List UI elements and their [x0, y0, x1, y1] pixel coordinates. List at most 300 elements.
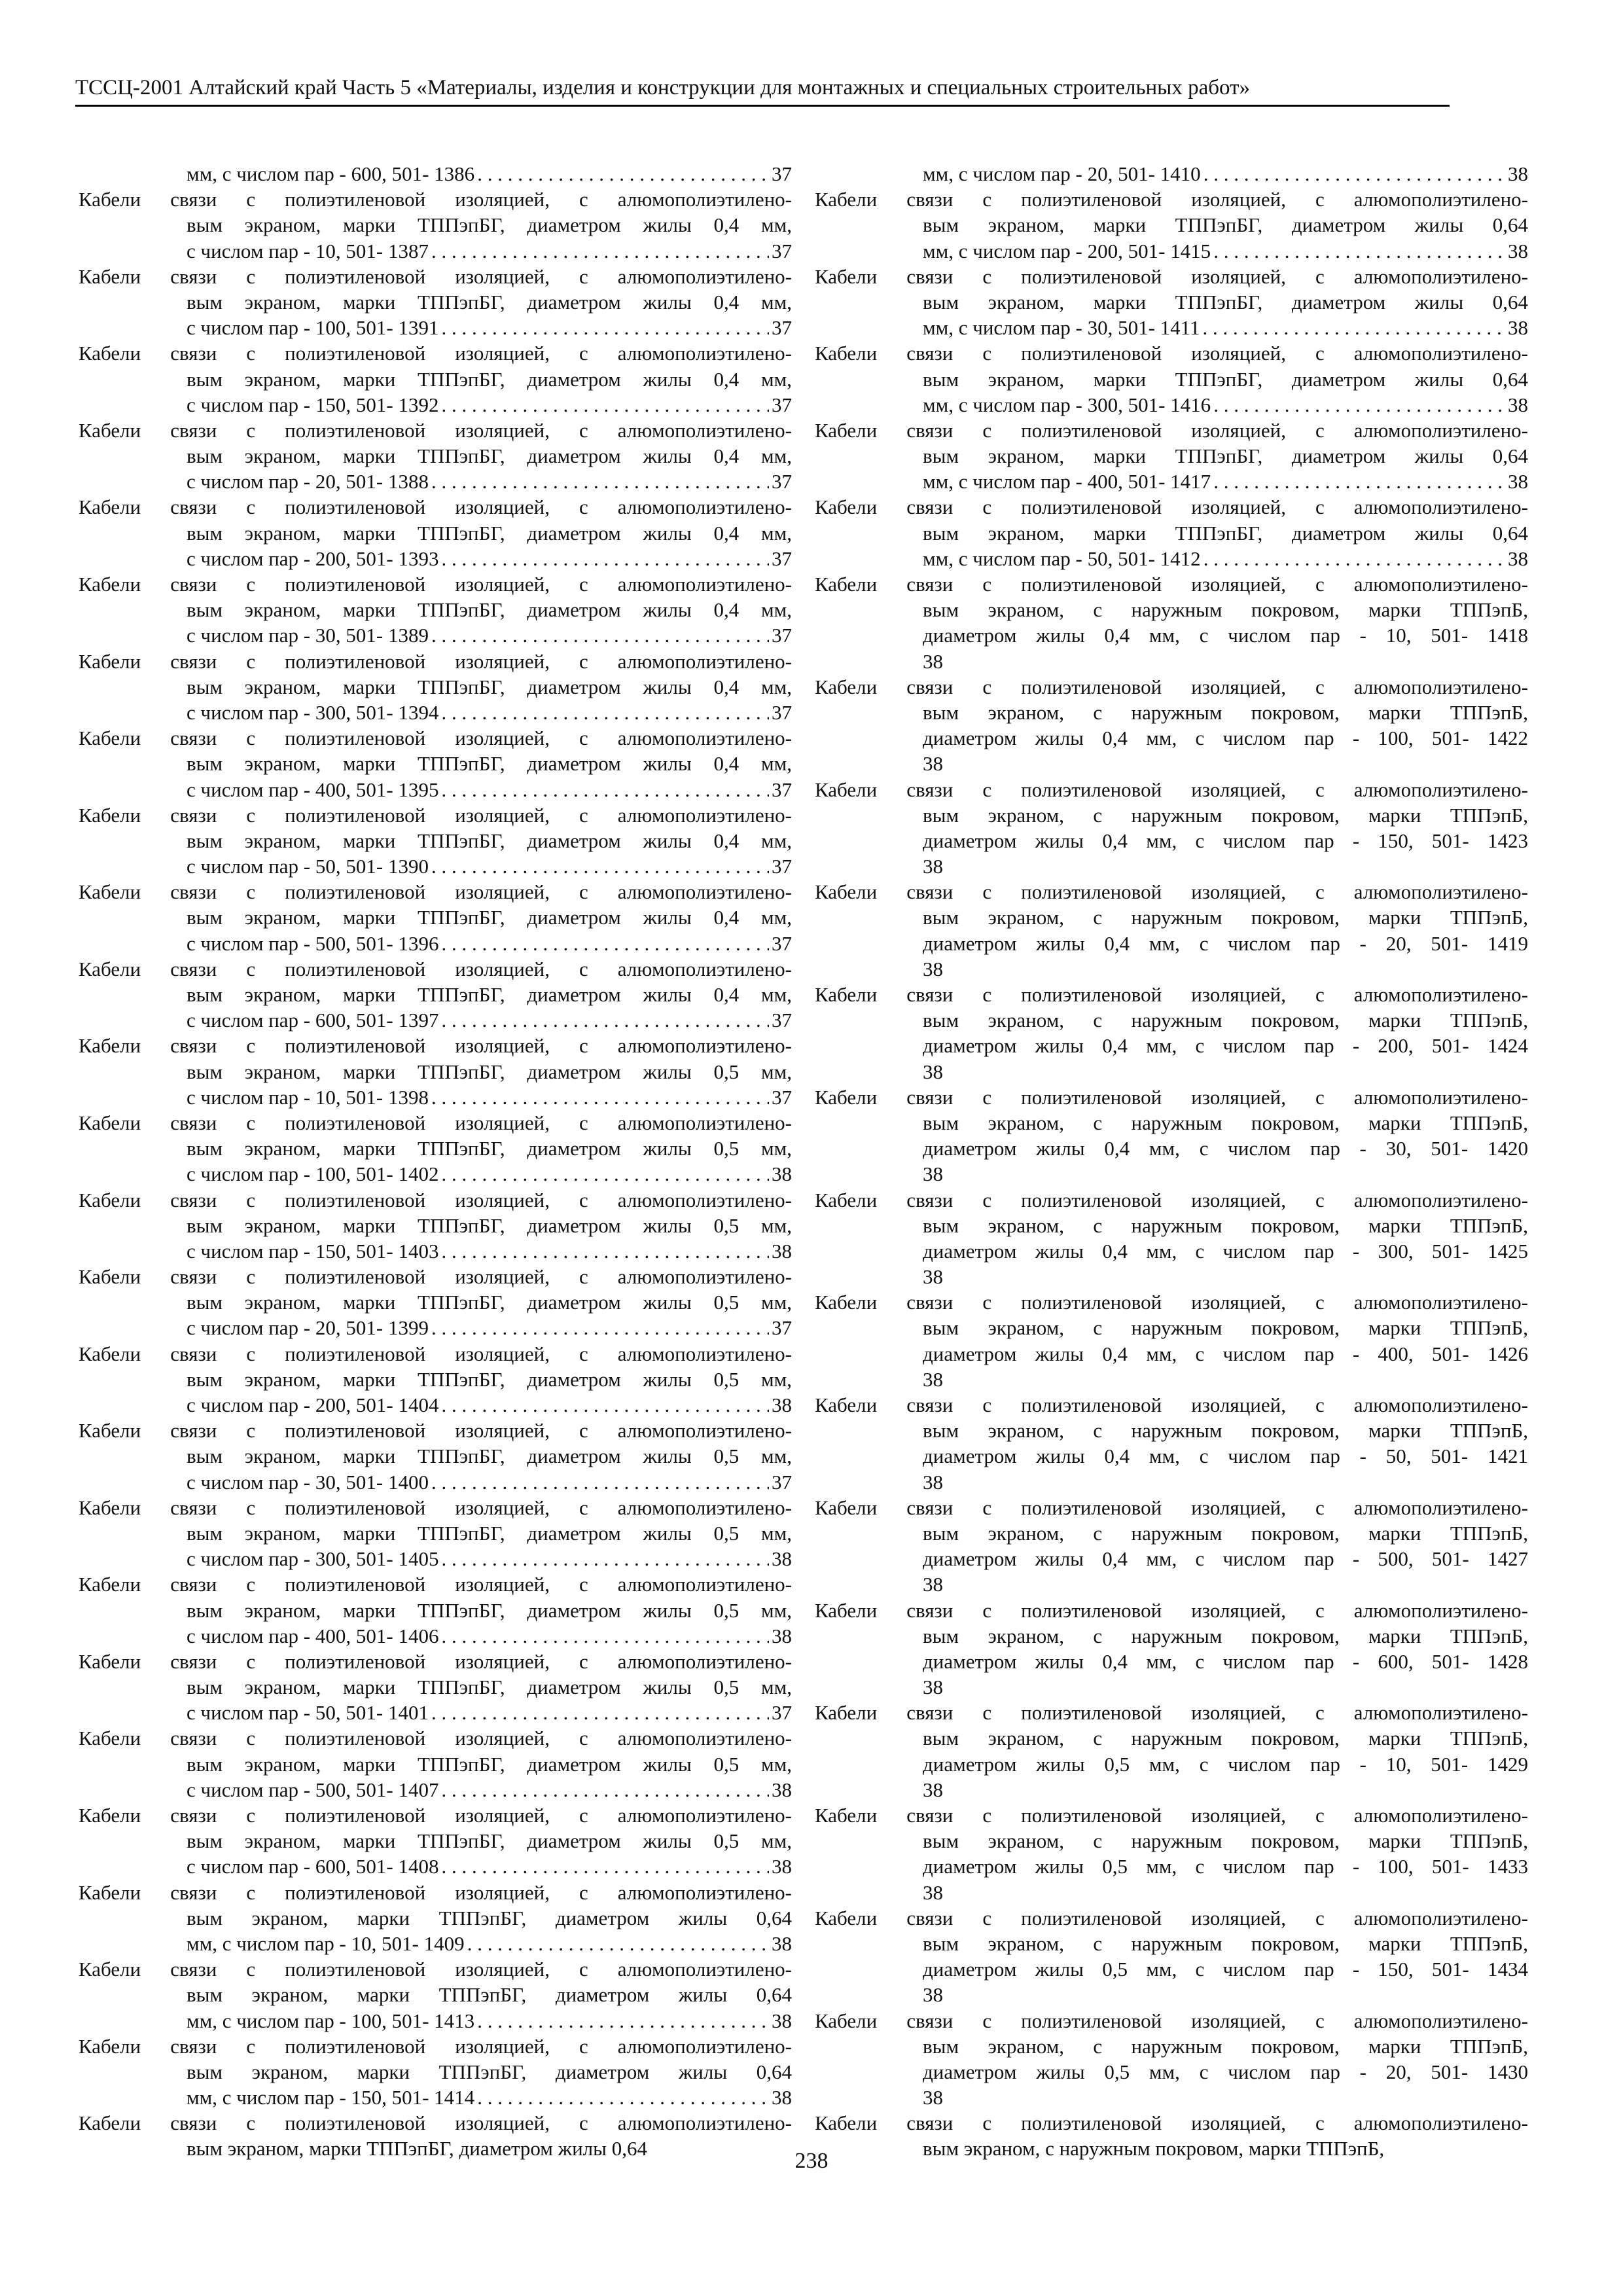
entry-line [79, 828, 792, 853]
entry-line [79, 264, 792, 289]
entry-text: вым экраном, с наружным покровом, марки ТППэпБ, [923, 1419, 1528, 1443]
entry-page-ref: 37 [772, 855, 792, 878]
entry-line-final [815, 1777, 1528, 1803]
entry-line [79, 956, 792, 982]
entry-line [815, 1315, 1528, 1340]
entry-line-final [79, 2085, 792, 2110]
entry-text: Кабели связи с полиэтиленовой изоляцией, с алюмополиэтилено- [815, 1085, 1528, 1109]
entry-line [79, 2059, 792, 2085]
dot-leader [1204, 546, 1505, 571]
entry-text: Кабели связи с полиэтиленовой изоляцией, с алюмополиэтилено- [815, 1393, 1528, 1416]
entry-text: Кабели связи с полиэтиленовой изоляцией, с алюмополиэтилено- [79, 1265, 792, 1289]
index-entry [79, 1341, 792, 1418]
entry-line [815, 187, 1528, 212]
entry-text: Кабели связи с полиэтиленовой изоляцией, с алюмополиэтилено- [79, 1342, 792, 1365]
entry-page-ref: 38 [923, 1367, 943, 1391]
dot-leader [441, 1777, 769, 1803]
entry-text: Кабели связи с полиэтиленовой изоляцией, с алюмополиэтилено- [79, 1419, 792, 1443]
entry-text: вым экраном, с наружным покровом, марки ТППэпБ, [923, 598, 1528, 622]
entry-line [79, 1956, 792, 1982]
entry-text: Кабели связи с полиэтиленовой изоляцией, с алюмополиэтилено- [79, 418, 792, 442]
entry-text: Кабели связи с полиэтиленовой изоляцией, с алюмополиэтилено- [79, 342, 792, 365]
entry-page-ref: 38 [1508, 547, 1528, 570]
index-entry [79, 1725, 792, 1803]
index-entry [79, 1649, 792, 1726]
entry-line [79, 1187, 792, 1213]
dot-leader [431, 1085, 769, 1110]
entry-line [815, 1725, 1528, 1751]
entry-text: диаметром жилы 0,5 мм, с числом пар - 150, 501- 1434 [923, 1958, 1528, 1981]
entry-page-ref: 37 [772, 1701, 792, 1725]
index-column-left [79, 161, 792, 2162]
entry-line [79, 1495, 792, 1520]
entry-line-final [79, 1623, 792, 1649]
entry-text: мм, с числом пар - 150, 501- 1414 [187, 2086, 475, 2109]
entry-text: Кабели связи с полиэтиленовой изоляцией, с алюмополиэтилено- [79, 1188, 792, 1211]
entry-line [815, 931, 1528, 956]
entry-text: вым экраном, марки ТППэпБГ, диаметром жилы 0,5 мм, [187, 1676, 792, 1699]
entry-line [815, 1187, 1528, 1213]
entry-line [79, 187, 792, 212]
entry-line [815, 828, 1528, 853]
dot-leader [441, 1546, 769, 1571]
entry-line-final [79, 622, 792, 648]
index-entry [79, 418, 792, 495]
entry-text: с числом пар - 600, 501- 1408 [187, 1855, 439, 1878]
entry-line [79, 1880, 792, 1905]
entry-line [79, 1110, 792, 1136]
entry-text: вым экраном, марки ТППэпБГ, диаметром жилы 0,5 мм, [187, 1213, 792, 1237]
entry-line-final [815, 1161, 1528, 1187]
index-column-right [815, 161, 1528, 2162]
entry-text: Кабели связи с полиэтиленовой изоляцией, с алюмополиэтилено- [815, 983, 1528, 1006]
entry-line-final [79, 315, 792, 340]
entry-page-ref: 38 [1508, 393, 1528, 416]
entry-line [815, 418, 1528, 443]
entry-text: мм, с числом пар - 400, 501- 1417 [923, 470, 1211, 493]
entry-text: Кабели связи с полиэтиленовой изоляцией, с алюмополиэтилено- [815, 418, 1528, 442]
index-entry [79, 494, 792, 571]
entry-page-ref: 38 [1508, 162, 1528, 185]
dot-leader [441, 1392, 769, 1418]
dot-leader [1213, 238, 1505, 264]
entry-line-final [79, 931, 792, 956]
entry-line [79, 1136, 792, 1161]
entry-line [815, 571, 1528, 597]
entry-line [815, 1392, 1528, 1418]
entry-page-ref: 37 [772, 1009, 792, 1032]
index-entry [815, 187, 1528, 264]
entry-page-ref: 38 [923, 649, 943, 673]
entry-page-ref: 37 [772, 393, 792, 416]
entry-text: Кабели связи с полиэтиленовой изоляцией, с алюмополиэтилено- [79, 880, 792, 904]
index-entry [79, 1264, 792, 1341]
entry-text: Кабели связи с полиэтиленовой изоляцией, с алюмополиэтилено- [815, 1906, 1528, 1929]
entry-text: мм, с числом пар - 100, 501- 1413 [187, 2009, 475, 2032]
entry-text: вым экраном, марки ТППэпБГ, диаметром жилы 0,4 мм, [187, 521, 792, 545]
entry-text: Кабели связи с полиэтиленовой изоляцией, с алюмополиэтилено- [79, 803, 792, 827]
entry-line [79, 1598, 792, 1623]
entry-line [815, 879, 1528, 905]
entry-line [79, 674, 792, 700]
entry-text: вым экраном, марки ТППэпБГ, диаметром жилы 0,5 мм, [187, 1060, 792, 1083]
entry-text: с числом пар - 300, 501- 1394 [187, 700, 439, 724]
entry-line-final [79, 700, 792, 725]
entry-line [79, 1059, 792, 1085]
entry-line-final [79, 1931, 792, 1956]
entry-line [815, 700, 1528, 725]
entry-text: вым экраном, марки ТППэпБГ, диаметром жилы 0,5 мм, [187, 1367, 792, 1391]
dot-leader [431, 1469, 769, 1495]
entry-line-final [79, 1469, 792, 1495]
entry-page-ref: 37 [772, 1085, 792, 1109]
entry-text: с числом пар - 10, 501- 1387 [187, 239, 429, 262]
entry-line [815, 1598, 1528, 1623]
index-entry [79, 264, 792, 341]
entry-page-ref: 38 [923, 752, 943, 776]
entry-line-final [79, 1854, 792, 1879]
entry-line [79, 1751, 792, 1777]
entry-text: Кабели связи с полиэтиленовой изоляцией, с алюмополиэтилено- [79, 649, 792, 673]
entry-text: с числом пар - 100, 501- 1391 [187, 316, 439, 340]
dot-leader [477, 161, 769, 187]
entry-text: с числом пар - 150, 501- 1392 [187, 393, 439, 416]
entry-line [815, 1136, 1528, 1161]
entry-line-final [79, 1085, 792, 1110]
dot-leader [431, 853, 769, 879]
entry-page-ref: 38 [923, 1162, 943, 1186]
entry-text: с числом пар - 200, 501- 1404 [187, 1393, 439, 1416]
entry-text: диаметром жилы 0,4 мм, с числом пар - 100, 501- 1422 [923, 726, 1528, 750]
entry-text: вым экраном, марки ТППэпБГ, диаметром жилы 0,4 мм, [187, 829, 792, 852]
dot-leader [431, 1315, 769, 1340]
entry-line [815, 777, 1528, 802]
entry-text: мм, с числом пар - 600, 501- 1386 [187, 162, 475, 185]
entry-text: вым экраном, с наружным покровом, марки ТППэпБ, [923, 2034, 1528, 2058]
entry-line [815, 1341, 1528, 1367]
entry-text: вым экраном, с наружным покровом, марки ТППэпБ, [923, 1009, 1528, 1032]
entry-line-final [815, 1674, 1528, 1700]
index-entry [815, 1187, 1528, 1290]
entry-text: Кабели связи с полиэтиленовой изоляцией, с алюмополиэтилено- [79, 1111, 792, 1134]
dot-leader [441, 931, 769, 956]
entry-text: Кабели связи с полиэтиленовой изоляцией, с алюмополиэтилено- [79, 573, 792, 596]
dot-leader [441, 1161, 769, 1187]
entry-line [79, 571, 792, 597]
entry-line [815, 289, 1528, 315]
entry-line [79, 751, 792, 776]
entry-line-final [815, 1264, 1528, 1289]
index-entry [815, 161, 1528, 187]
entry-text: мм, с числом пар - 200, 501- 1415 [923, 239, 1211, 262]
entry-line [815, 622, 1528, 648]
entry-text: вым экраном, марки ТППэпБГ, диаметром жилы 0,4 мм, [187, 906, 792, 929]
entry-text: вым экраном, марки ТППэпБГ, диаметром жилы 0,5 мм, [187, 1137, 792, 1160]
index-entry [815, 1289, 1528, 1392]
entry-line [815, 905, 1528, 930]
entry-line-final [79, 1777, 792, 1803]
index-entry [79, 956, 792, 1033]
entry-line [815, 212, 1528, 238]
entry-line-final [79, 1238, 792, 1264]
index-entry [815, 777, 1528, 880]
entry-line-final [79, 1315, 792, 1340]
index-entry [815, 674, 1528, 777]
entry-page-ref: 38 [923, 2086, 943, 2109]
entry-page-ref: 38 [923, 1265, 943, 1289]
index-entry [815, 1700, 1528, 1803]
entry-line [79, 1674, 792, 1700]
index-entry [815, 340, 1528, 418]
entry-page-ref: 38 [923, 1778, 943, 1801]
entry-text: Кабели связи с полиэтиленовой изоляцией, с алюмополиэтилено- [815, 778, 1528, 801]
index-entry [815, 1905, 1528, 2008]
entry-text: диаметром жилы 0,4 мм, с числом пар - 500, 501- 1427 [923, 1547, 1528, 1571]
entry-line-final [815, 1367, 1528, 1392]
dot-leader [431, 622, 769, 648]
entry-line-final [815, 546, 1528, 571]
entry-line [79, 982, 792, 1007]
entry-text: Кабели связи с полиэтиленовой изоляцией, с алюмополиэтилено- [815, 1188, 1528, 1211]
entry-text: диаметром жилы 0,5 мм, с числом пар - 10, 501- 1429 [923, 1752, 1528, 1776]
entry-text: Кабели связи с полиэтиленовой изоляцией, с алюмополиэтилено- [815, 342, 1528, 365]
entry-page-ref: 37 [772, 700, 792, 724]
entry-text: диаметром жилы 0,4 мм, с числом пар - 20, 501- 1419 [923, 931, 1528, 955]
dot-leader [477, 2008, 769, 2034]
entry-line-final [815, 1571, 1528, 1597]
entry-text: с числом пар - 400, 501- 1406 [187, 1624, 439, 1647]
entry-line [79, 1649, 792, 1674]
entry-line-final [815, 392, 1528, 418]
entry-text: диаметром жилы 0,4 мм, с числом пар - 400, 501- 1426 [923, 1342, 1528, 1365]
entry-line [815, 1085, 1528, 1110]
entry-text: диаметром жилы 0,4 мм, с числом пар - 300, 501- 1425 [923, 1239, 1528, 1263]
entry-text: диаметром жилы 0,4 мм, с числом пар - 50, 501- 1421 [923, 1444, 1528, 1468]
entry-page-ref: 38 [923, 1676, 943, 1699]
entry-line [815, 725, 1528, 751]
entry-text: вым экраном, марки ТППэпБГ, диаметром жилы 0,5 мм, [187, 1521, 792, 1545]
entry-line [815, 1443, 1528, 1469]
entry-text: Кабели связи с полиэтиленовой изоляцией, с алюмополиэтилено- [79, 1496, 792, 1519]
entry-page-ref: 37 [772, 162, 792, 185]
entry-text: вым экраном, марки ТППэпБГ, диаметром жилы 0,64 [923, 444, 1528, 468]
entry-line [79, 443, 792, 469]
entry-page-ref: 38 [923, 1880, 943, 1904]
entry-text: с числом пар - 150, 501- 1403 [187, 1239, 439, 1263]
entry-page-ref: 38 [772, 1624, 792, 1647]
entry-line [815, 2110, 1528, 2136]
entry-text: Кабели связи с полиэтиленовой изоляцией, с алюмополиэтилено- [815, 1701, 1528, 1725]
entry-text: с числом пар - 10, 501- 1398 [187, 1085, 429, 1109]
entry-line [79, 725, 792, 751]
entry-line-final [815, 751, 1528, 776]
entry-text: мм, с числом пар - 10, 501- 1409 [187, 1931, 465, 1955]
entry-text: диаметром жилы 0,4 мм, с числом пар - 30, 501- 1420 [923, 1137, 1528, 1160]
entry-text: Кабели связи с полиэтиленовой изоляцией, с алюмополиэтилено- [79, 1804, 792, 1827]
entry-page-ref: 38 [772, 1393, 792, 1416]
entry-line [79, 1803, 792, 1828]
entry-line-final [79, 161, 792, 187]
entry-text: вым экраном, с наружным покровом, марки ТППэпБ, [923, 1931, 1528, 1955]
entry-line-final [79, 853, 792, 879]
entry-line [79, 1264, 792, 1289]
index-entry [815, 418, 1528, 495]
entry-line [79, 649, 792, 674]
entry-text: Кабели связи с полиэтиленовой изоляцией, с алюмополиэтилено- [815, 1804, 1528, 1827]
entry-line-final [815, 1059, 1528, 1085]
entry-text: Кабели связи с полиэтиленовой изоляцией, с алюмополиэтилено- [79, 726, 792, 750]
entry-line [815, 1956, 1528, 1982]
dot-leader [441, 546, 769, 571]
entry-line [815, 1828, 1528, 1854]
index-entry [815, 1495, 1528, 1598]
index-entry [79, 725, 792, 802]
dot-leader [1213, 392, 1505, 418]
index-entry [815, 982, 1528, 1085]
entry-line [815, 494, 1528, 520]
entry-text: вым экраном, марки ТППэпБГ, диаметром жилы 0,64 [187, 1906, 792, 1929]
entry-page-ref: 38 [1508, 239, 1528, 262]
entry-page-ref: 37 [772, 547, 792, 570]
index-entry [79, 1803, 792, 1880]
entry-line [79, 802, 792, 828]
entry-page-ref: 38 [923, 1983, 943, 2007]
entry-text: с числом пар - 100, 501- 1402 [187, 1162, 439, 1186]
entry-text: вым экраном, марки ТППэпБГ, диаметром жилы 0,64 [923, 213, 1528, 237]
entry-page-ref: 37 [772, 1316, 792, 1340]
dot-leader [441, 1854, 769, 1879]
entry-line [815, 1751, 1528, 1777]
entry-page-ref: 38 [1508, 470, 1528, 493]
entry-text: Кабели связи с полиэтиленовой изоляцией, с алюмополиэтилено- [79, 1880, 792, 1904]
entry-text: Кабели связи с полиэтиленовой изоляцией, с алюмополиэтилено- [815, 880, 1528, 904]
entry-line-final [79, 1700, 792, 1725]
index-entry [815, 2008, 1528, 2111]
dot-leader [467, 1931, 769, 1956]
dot-leader [441, 1238, 769, 1264]
entry-text: диаметром жилы 0,4 мм, с числом пар - 150, 501- 1423 [923, 829, 1528, 852]
dot-leader [431, 469, 769, 494]
entry-line-final [79, 1161, 792, 1187]
dot-leader [441, 700, 769, 725]
index-entry [79, 879, 792, 956]
entry-text: вым экраном, марки ТППэпБГ, диаметром жилы 0,64 [187, 2137, 647, 2161]
index-entry [79, 340, 792, 418]
entry-page-ref: 37 [772, 470, 792, 493]
index-entry [815, 879, 1528, 982]
entry-text: Кабели связи с полиэтиленовой изоляцией, с алюмополиэтилено- [79, 495, 792, 519]
entry-text: диаметром жилы 0,5 мм, с числом пар - 20, 501- 1430 [923, 2060, 1528, 2083]
entry-page-ref: 38 [772, 1547, 792, 1571]
entry-text: вым экраном, с наружным покровом, марки ТППэпБ, [923, 1624, 1528, 1647]
entry-text: с числом пар - 20, 501- 1388 [187, 470, 429, 493]
entry-page-ref: 37 [772, 239, 792, 262]
entry-text: Кабели связи с полиэтиленовой изоляцией, с алюмополиэтилено- [815, 1598, 1528, 1622]
entry-line-final [79, 1392, 792, 1418]
entry-text: с числом пар - 50, 501- 1401 [187, 1701, 429, 1725]
entry-line-final [79, 392, 792, 418]
entry-text: с числом пар - 300, 501- 1405 [187, 1547, 439, 1571]
entry-text: вым экраном, марки ТППэпБГ, диаметром жилы 0,4 мм, [187, 598, 792, 622]
entry-text: вым экраном, марки ТППэпБГ, диаметром жилы 0,64 [923, 367, 1528, 391]
index-entry [815, 1803, 1528, 1905]
entry-text: вым экраном, марки ТППэпБГ, диаметром жилы 0,5 мм, [187, 1598, 792, 1622]
entry-text: с числом пар - 50, 501- 1390 [187, 855, 429, 878]
dot-leader [441, 1623, 769, 1649]
entry-line [79, 1289, 792, 1315]
entry-page-ref: 37 [772, 624, 792, 647]
entry-text: вым экраном, с наружным покровом, марки ТППэпБ, [923, 1213, 1528, 1237]
entry-text: вым экраном, с наружным покровом, марки ТППэпБ, [923, 1727, 1528, 1750]
entry-line [79, 1341, 792, 1367]
entry-text: диаметром жилы 0,5 мм, с числом пар - 100, 501- 1433 [923, 1855, 1528, 1878]
entry-line [79, 340, 792, 366]
entry-line [79, 1982, 792, 2007]
entry-text: вым экраном, с наружным покровом, марки ТППэпБ, [923, 1829, 1528, 1853]
dot-leader [431, 1700, 769, 1725]
entry-line [815, 520, 1528, 546]
index-entry [79, 1495, 792, 1572]
entry-line [815, 1110, 1528, 1136]
index-entry [815, 1598, 1528, 1700]
index-entry [815, 1085, 1528, 1187]
entry-page-ref: 38 [923, 855, 943, 878]
entry-line [815, 2059, 1528, 2085]
entry-line [79, 879, 792, 905]
entry-line [815, 597, 1528, 622]
entry-text: вым экраном, марки ТППэпБГ, диаметром жилы 0,4 мм, [187, 213, 792, 237]
entry-page-ref: 37 [772, 1470, 792, 1494]
entry-text: вым экраном, марки ТППэпБГ, диаметром жилы 0,4 мм, [187, 290, 792, 314]
entry-line-final [815, 1880, 1528, 1905]
entry-line-final [815, 853, 1528, 879]
entry-text: Кабели связи с полиэтиленовой изоляцией, с алюмополиэтилено- [79, 1034, 792, 1058]
entry-page-ref: 38 [1508, 316, 1528, 340]
entry-text: Кабели связи с полиэтиленовой изоляцией, с алюмополиэтилено- [79, 2111, 792, 2135]
entry-line-final [79, 238, 792, 264]
entry-line-final [815, 161, 1528, 187]
entry-line [79, 1443, 792, 1469]
entry-text: Кабели связи с полиэтиленовой изоляцией, с алюмополиэтилено- [79, 2034, 792, 2058]
entry-line [79, 1828, 792, 1854]
entry-line [815, 1495, 1528, 1520]
entry-line [815, 1418, 1528, 1443]
entry-text: вым экраном, марки ТППэпБГ, диаметром жилы 0,4 мм, [187, 675, 792, 698]
index-entry [79, 649, 792, 726]
entry-line-final [815, 1469, 1528, 1495]
entry-line [815, 367, 1528, 392]
entry-page-ref: 37 [772, 778, 792, 801]
index-entry [79, 187, 792, 264]
index-entry [79, 1418, 792, 1495]
entry-line-final [79, 1546, 792, 1571]
index-entry [79, 1187, 792, 1265]
entry-text: вым экраном, марки ТППэпБГ, диаметром жилы 0,64 [923, 521, 1528, 545]
entry-line [79, 905, 792, 930]
entry-line-final [79, 777, 792, 802]
index-entry [79, 2034, 792, 2111]
entry-text: вым экраном, марки ТППэпБГ, диаметром жилы 0,64 [187, 1983, 792, 2007]
entry-text: вым экраном, марки ТППэпБГ, диаметром жилы 0,4 мм, [187, 367, 792, 391]
entry-text: Кабели связи с полиэтиленовой изоляцией, с алюмополиэтилено- [815, 2009, 1528, 2032]
entry-text: Кабели связи с полиэтиленовой изоляцией, с алюмополиэтилено- [79, 1958, 792, 1981]
entry-line [79, 289, 792, 315]
entry-text: Кабели связи с полиэтиленовой изоляцией, с алюмополиэтилено- [815, 188, 1528, 211]
entry-line-final [79, 546, 792, 571]
dot-leader [1204, 161, 1505, 187]
index-entry [815, 1392, 1528, 1495]
entry-line-final [815, 956, 1528, 982]
